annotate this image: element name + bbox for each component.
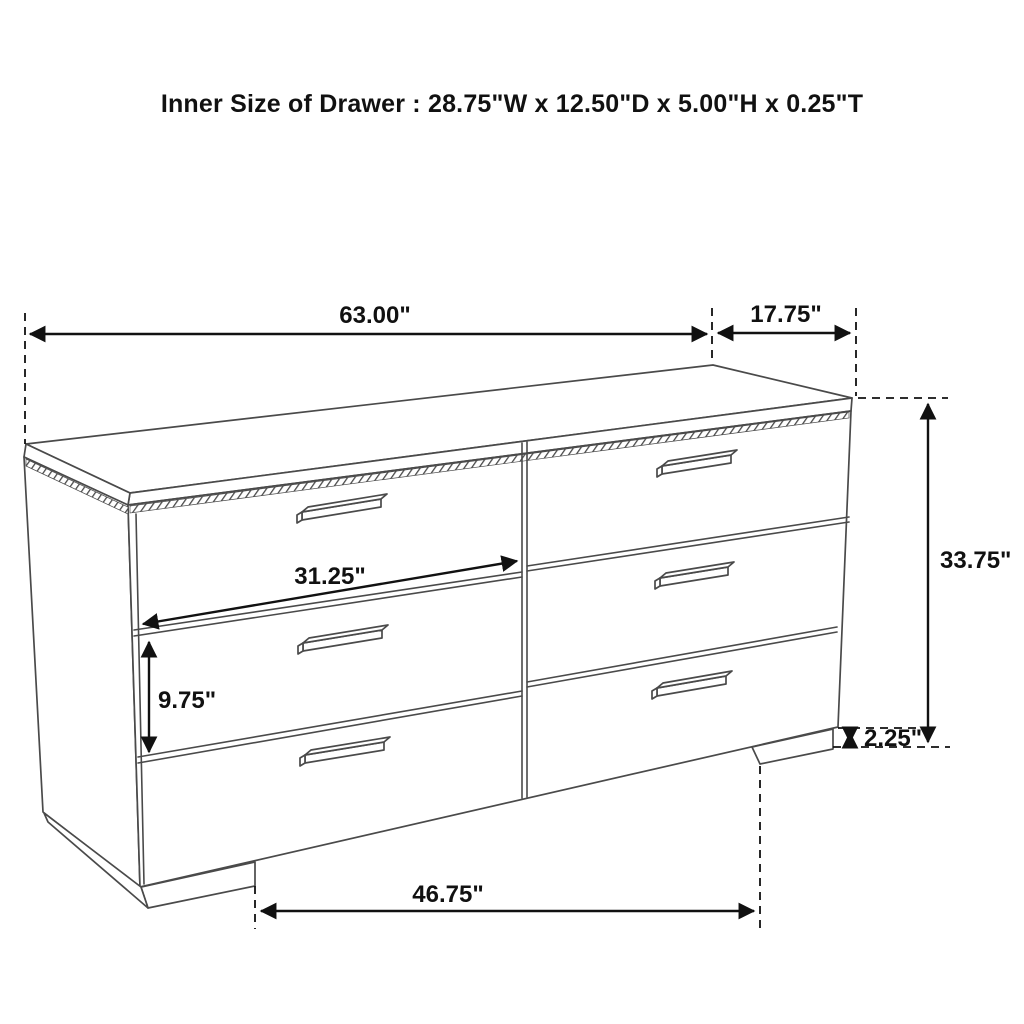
dresser-side-panel	[24, 457, 140, 887]
dim-label-top-width: 63.00"	[339, 302, 411, 329]
handle-end-cap	[655, 578, 660, 589]
dim-label-base-height: 2.25"	[864, 725, 923, 752]
handle-end-cap	[300, 755, 305, 766]
dim-label-drawer-front-height: 9.75"	[158, 687, 217, 714]
dim-label-top-depth: 17.75"	[750, 301, 822, 328]
diagram-title: Inner Size of Drawer : 28.75"W x 12.50"D x 5.00"H x 0.25"T	[160, 90, 864, 118]
dim-label-overall-height: 33.75"	[940, 547, 1012, 574]
handle-end-cap	[297, 512, 302, 523]
handle-end-cap	[298, 643, 303, 654]
dim-label-base-inner-span: 46.75"	[412, 881, 484, 908]
dim-label-drawer-width: 31.25"	[294, 563, 366, 590]
handle-end-cap	[652, 688, 657, 699]
dresser-drawing	[24, 365, 852, 908]
handle-end-cap	[657, 466, 662, 477]
